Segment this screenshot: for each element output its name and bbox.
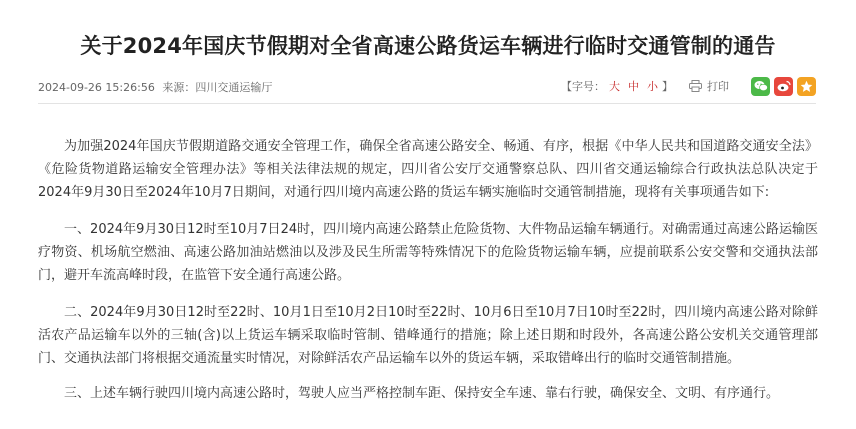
- print-label: 打印: [707, 80, 729, 93]
- share-weibo-button[interactable]: [774, 77, 793, 96]
- article-meta-info: [38, 79, 276, 95]
- article-paragraph-2: 二、2024年9月30日12时至22时、10月1日至10月2日10时至22时、10月6日至10月7日10时至22时，四川境内高速公路对除鲜活农产品运输车以外的三轴(含)以上货运车辆采取临时管制、错峰通行的措施；除上述日期和时段外，各高速公路公安机关交通管理部门、交通执法部门将根据交通流量实时情况，对除鲜活农产品运输车以外的货运车辆，采取错峰出行的临时交通管制措施。: [38, 305, 818, 366]
- font-size-large-link[interactable]: 大: [609, 80, 620, 93]
- font-size-label: 【字号：: [561, 80, 605, 93]
- share-buttons: [747, 77, 816, 96]
- article-paragraph-intro: 为加强2024年国庆节假期道路交通安全管理工作，确保全省高速公路安全、畅通、有序，根据《中华人民共和国道路交通安全法》《危险货物道路运输安全管理办法》等相关法律法规的规定，四川省公安厅交通警察总队、四川省交通运输综合行政执法总队决定于2024年9月30日至2024年10月7日期间，对通行四川境内高速公路的货运车辆实施临时交通管制措施，现将有关事项通告如下:: [38, 139, 818, 200]
- qzone-star-icon: [800, 80, 813, 93]
- printer-icon: [689, 80, 702, 92]
- print-button[interactable]: [689, 78, 729, 94]
- article-paragraph-3: 三、上述车辆行驶四川境内高速公路时，驾驶人应当严格控制车距、保持安全车速、靠右行驶，确保安全、文明、有序通行。: [64, 386, 780, 401]
- font-size-medium-link[interactable]: 中: [628, 80, 639, 93]
- article-paragraph-1: 一、2024年9月30日12时至10月7日24时，四川境内高速公路禁止危险货物、大件物品运输车辆通行。对确需通过高速公路运输医疗物资、机场航空燃油、高速公路加油站燃油以及涉及民生所需等特殊情况下的危险货物运输车辆，应提前联系公安交警和交通执法部门，避开车流高峰时段，在监管下安全通行高速公路。: [38, 222, 818, 283]
- font-size-close: 】: [662, 80, 673, 93]
- font-size-small-link[interactable]: 小: [647, 80, 658, 93]
- article-body: [38, 135, 818, 419]
- share-qzone-button[interactable]: [797, 77, 816, 96]
- publish-date: 2024-09-26 15:26:56: [38, 81, 155, 94]
- article-tools: [561, 75, 816, 97]
- source-label: 来源：: [162, 81, 196, 94]
- wechat-icon: [754, 80, 768, 92]
- article-meta-bar: [38, 73, 816, 104]
- source-name: 四川交通运输厅: [195, 81, 273, 94]
- weibo-icon: [777, 80, 791, 92]
- share-wechat-button[interactable]: [751, 77, 770, 96]
- article-title: 关于2024年国庆节假期对全省高速公路货运车辆进行临时交通管制的通告: [80, 34, 776, 58]
